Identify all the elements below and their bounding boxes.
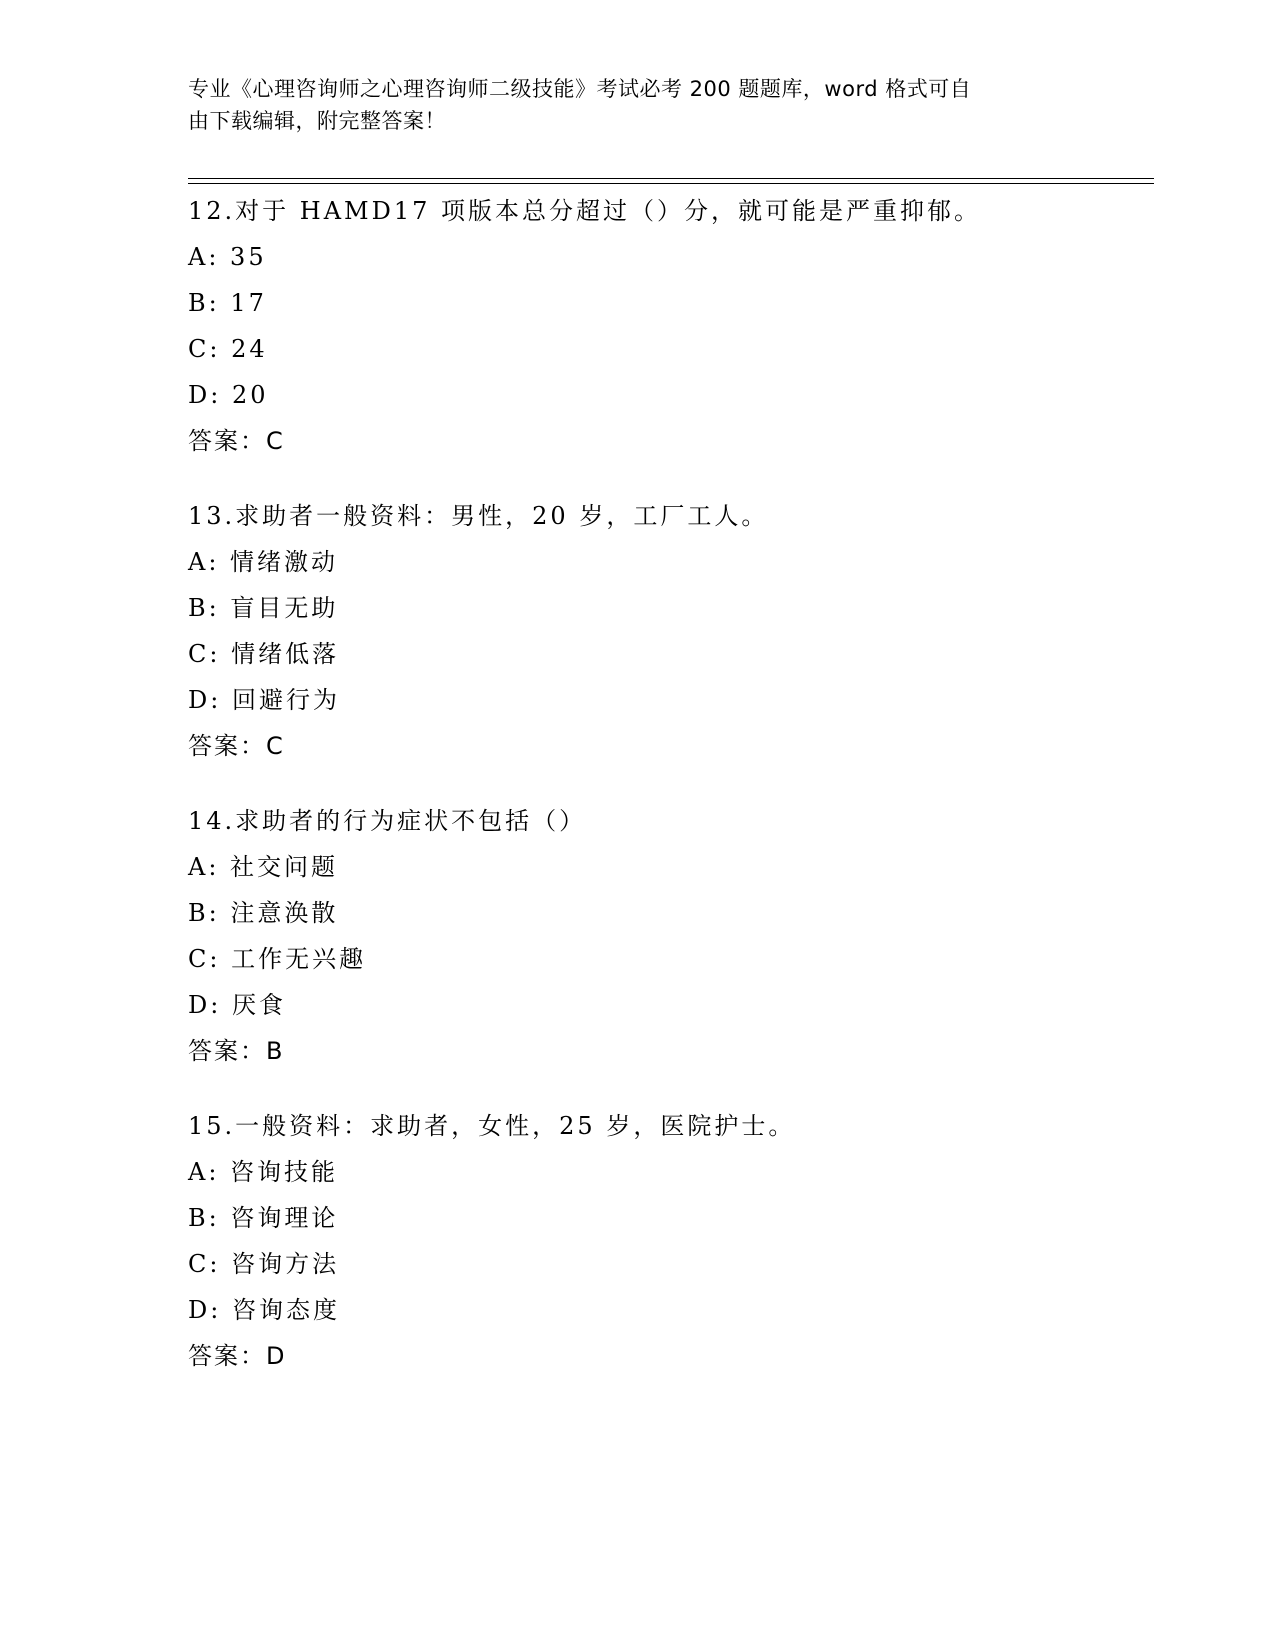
answer-line: 答案：C — [188, 732, 285, 760]
option-a: A: 35 — [188, 243, 267, 271]
option-c: C: 工作无兴趣 — [188, 945, 367, 973]
answer-line: 答案：D — [188, 1342, 287, 1370]
question-stem: 15.一般资料：求助者，女性，25 岁，医院护士。 — [188, 1112, 796, 1140]
option-b: B: 注意涣散 — [188, 899, 339, 927]
question-stem: 13.求助者一般资料：男性，20 岁，工厂工人。 — [188, 502, 769, 530]
header-rule-top — [188, 178, 1154, 179]
header-rule-bottom — [188, 183, 1154, 184]
question-block — [188, 493, 1154, 769]
option-d: D: 回避行为 — [188, 686, 340, 714]
question-list — [188, 188, 1154, 1408]
question-block — [188, 1103, 1154, 1379]
question-stem: 14.求助者的行为症状不包括（） — [188, 807, 587, 835]
answer-line: 答案：C — [188, 427, 285, 455]
option-c: C: 咨询方法 — [188, 1250, 340, 1278]
option-a: A: 社交问题 — [188, 853, 339, 881]
option-b: B: 盲目无助 — [188, 594, 339, 622]
document-header — [188, 73, 1088, 137]
option-d: D: 20 — [188, 381, 269, 409]
answer-line: 答案：B — [188, 1037, 285, 1065]
option-d: D: 咨询态度 — [188, 1296, 340, 1324]
option-b: B: 17 — [188, 289, 267, 317]
question-block — [188, 188, 1154, 464]
option-a: A: 情绪激动 — [188, 548, 339, 576]
option-d: D: 厌食 — [188, 991, 286, 1019]
option-b: B: 咨询理论 — [188, 1204, 339, 1232]
header-line-1: 专业《心理咨询师之心理咨询师二级技能》考试必考 200 题题库，word 格式可自 — [188, 77, 972, 101]
option-c: C: 情绪低落 — [188, 640, 340, 668]
option-c: C: 24 — [188, 335, 268, 363]
option-a: A: 咨询技能 — [188, 1158, 339, 1186]
header-line-2: 由下载编辑，附完整答案！ — [188, 109, 446, 133]
question-stem: 12.对于 HAMD17 项版本总分超过（）分，就可能是严重抑郁。 — [188, 197, 982, 225]
question-block — [188, 798, 1154, 1074]
